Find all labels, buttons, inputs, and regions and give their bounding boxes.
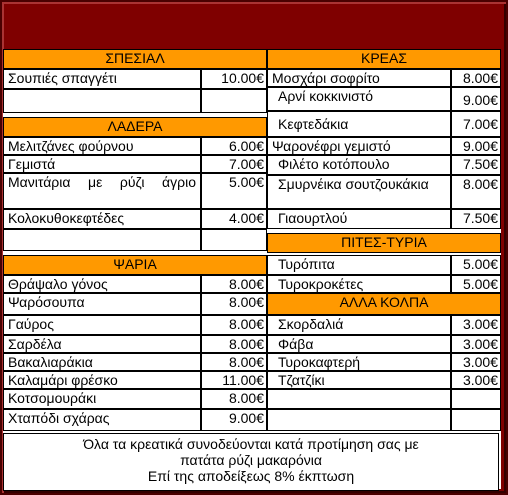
menu-item-price: 8.00€	[201, 315, 267, 335]
menu-item-name: Τυρόπιτα	[267, 255, 451, 275]
menu-item-name: Χταπόδι σχάρας	[3, 409, 201, 431]
menu-item-name: Κεφτεδάκια	[267, 111, 451, 137]
menu-item-name: Βακαλιαράκια	[3, 353, 201, 371]
menu-item-name: Σουπιές σπαγγέτι	[3, 69, 201, 89]
empty-cell	[3, 89, 201, 113]
menu-item-name: Κοτσομουράκι	[3, 389, 201, 409]
menu-item-name: Ψαρόσουπα	[3, 293, 201, 315]
menu-item-name: Γαύρος	[3, 315, 201, 335]
menu-item-price: 10.00€	[201, 69, 267, 89]
menu-item-price: 7.50€	[451, 209, 501, 229]
menu-item-name: Αρνί κοκκινιστό	[267, 87, 451, 111]
menu-item-price: 7.50€	[451, 155, 501, 175]
menu-item-price: 3.00€	[451, 353, 501, 371]
menu-item-price: 9.00€	[451, 137, 501, 155]
footer-line: Όλα τα κρεατικά συνοδεύονται κατά προτίμηση σας με	[83, 436, 419, 452]
footer-line: Επί της αποδείξεως 8% έκπτωση	[147, 468, 355, 484]
menu-item-name: Τυροκροκέτες	[267, 275, 451, 293]
empty-cell	[201, 229, 267, 251]
menu-item-name: Σμυρνέικα σουτζουκάκια	[267, 175, 451, 209]
menu-item-price: 7.00€	[451, 111, 501, 137]
menu-item-price: 9.00€	[201, 409, 267, 431]
footer-line: πατάτα ρύζι μακαρόνια	[180, 452, 322, 468]
menu-item-name: Μοσχάρι σοφρίτο	[267, 69, 451, 87]
menu-item-name: Φάβα	[267, 335, 451, 353]
empty-cell	[451, 409, 501, 431]
menu-item-name: Θράψαλο γόνος	[3, 275, 201, 293]
menu-item-price: 11.00€	[201, 371, 267, 389]
menu-item-price: 8.00€	[451, 69, 501, 87]
menu-item-name: Τυροκαφτερή	[267, 353, 451, 371]
empty-cell	[267, 409, 451, 431]
menu-footer-note	[3, 433, 499, 491]
menu-item-name: Καλαμάρι φρέσκο	[3, 371, 201, 389]
empty-cell	[201, 89, 267, 113]
section-header-pites: ΠΙΤΕΣ-ΤΥΡΙΑ	[267, 233, 501, 253]
menu-item-price: 8.00€	[451, 175, 501, 209]
menu-item-price: 3.00€	[451, 371, 501, 389]
menu-item-name: Τζατζίκι	[267, 371, 451, 389]
menu-item-name: Σκορδαλιά	[267, 315, 451, 335]
menu-item-name: Σαρδέλα	[3, 335, 201, 353]
section-header-alla: ΑΛΛΑ ΚΟΛΠΑ	[267, 293, 501, 315]
empty-cell	[451, 389, 501, 409]
section-header-special: ΣΠΕΣΙΑΛ	[3, 49, 267, 69]
menu-item-price: 8.00€	[201, 353, 267, 371]
menu-item-name: Γεμιστά	[3, 155, 201, 173]
menu-item-price: 8.00€	[201, 293, 267, 315]
menu-item-name: Μελιτζάνες φούρνου	[3, 137, 201, 155]
menu-item-price: 3.00€	[451, 315, 501, 335]
menu-item-price: 7.00€	[201, 155, 267, 173]
menu-item-price: 5.00€	[201, 173, 267, 209]
menu-item-price: 8.00€	[201, 335, 267, 353]
menu-item-price: 8.00€	[201, 389, 267, 409]
menu-item-price: 4.00€	[201, 209, 267, 229]
menu-item-price: 9.00€	[451, 87, 501, 111]
menu-item-price: 5.00€	[451, 275, 501, 293]
empty-cell	[267, 389, 451, 409]
menu-item-name: Κολοκυθοκεφτέδες	[3, 209, 201, 229]
menu-item-price: 5.00€	[451, 255, 501, 275]
menu-table	[3, 49, 501, 489]
menu-item-name: Γιαουρτλού	[267, 209, 451, 229]
menu-item-price: 6.00€	[201, 137, 267, 155]
section-header-psaria: ΨΑΡΙΑ	[3, 255, 267, 275]
menu-item-name: Μανιτάρια με ρύζι άγριο	[3, 173, 201, 209]
section-header-ladera: ΛΑΔΕΡΑ	[3, 117, 267, 137]
menu-item-price: 3.00€	[451, 335, 501, 353]
menu-item-price: 8.00€	[201, 275, 267, 293]
menu-item-name: Φιλέτο κοτόπουλο	[267, 155, 451, 175]
section-header-kreas: ΚΡΕΑΣ	[267, 49, 501, 69]
menu-item-name: Ψαρονέφρι γεμιστό	[267, 137, 451, 155]
empty-cell	[3, 229, 201, 251]
